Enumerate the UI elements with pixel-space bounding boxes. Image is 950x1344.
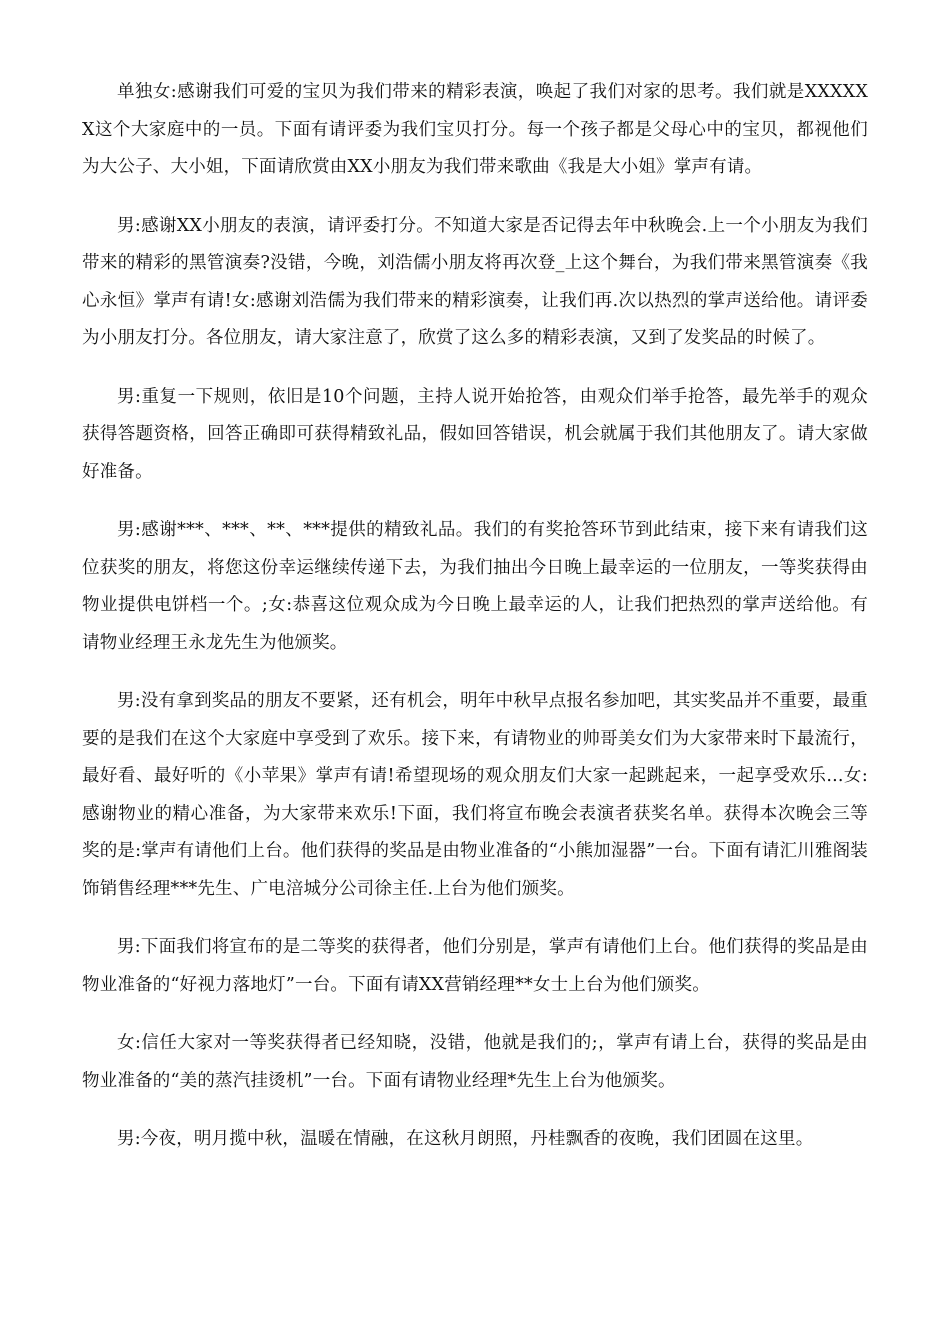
paragraph: 男:重复一下规则，依旧是10个问题，主持人说开始抢答，由观众们举手抢答，最先举手的观众获得答题资格，回答正确即可获得精致礼品，假如回答错误，机会就属于我们其他朋友了。请大家做好准备。	[82, 386, 868, 482]
paragraph: 男:感谢XX小朋友的表演，请评委打分。不知道大家是否记得去年中秋晚会.上一个小朋友为我们带来的精彩的黑管演奏?没错，今晚，刘浩儒小朋友将再次登_上这个舞台，为我们带来黑管演奏《我心永恒》掌声有请!女:感谢刘浩儒为我们带来的精彩演奏，让我们再.次以热烈的掌声送给他。请评委为小朋友打分。各位朋友，请大家注意了，欣赏了这么多的精彩表演，又到了发奖品的时候了。	[82, 215, 868, 348]
paragraph: 单独女:感谢我们可爱的宝贝为我们带来的精彩表演，唤起了我们对家的思考。我们就是XXXXXX这个大家庭中的一员。下面有请评委为我们宝贝打分。每一个孩子都是父母心中的宝贝，都视他们为大公子、大小姐，下面请欣赏由XX小朋友为我们带来歌曲《我是大小姐》掌声有请。	[82, 82, 868, 177]
paragraph: 男:今夜，明月揽中秋，温暖在情融，在这秋月朗照，丹桂飘香的夜晚，我们团圆在这里。	[117, 1129, 814, 1149]
paragraph: 男:没有拿到奖品的朋友不要紧，还有机会，明年中秋早点报名参加吧，其实奖品并不重要，最重要的是我们在这个大家庭中享受到了欢乐。接下来，有请物业的帅哥美女们为大家带来时下最流行，最好看、最好听的《小苹果》掌声有请!希望现场的观众朋友们大家一起跳起来，一起享受欢乐...女:感谢物业的精心准备，为大家带来欢乐!下面，我们将宣布晚会表演者获奖名单。获得本次晚会三等奖的是:掌声有请他们上台。他们获得的奖品是由物业准备的“小熊加湿器”一台。下面有请汇川雅阁装饰销售经理***先生、广电涪城分公司徐主任.上台为他们颁奖。	[82, 691, 868, 899]
document-body	[82, 74, 868, 1180]
paragraph: 男:感谢***、***、**、***提供的精致礼品。我们的有奖抢答环节到此结束，接下来有请我们这位获奖的朋友，将您这份幸运继续传递下去，为我们抽出今日晚上最幸运的一位朋友，一等奖获得由物业提供电饼档一个。;女:恭喜这位观众成为今日晚上最幸运的人，让我们把热烈的掌声送给他。有请物业经理王永龙先生为他颁奖。	[82, 520, 868, 653]
paragraph: 女:信任大家对一等奖获得者已经知晓，没错，他就是我们的;，掌声有请上台，获得的奖品是由物业准备的“美的蒸汽挂烫机”一台。下面有请物业经理*先生上台为他颁奖。	[82, 1033, 868, 1091]
paragraph: 男:下面我们将宣布的是二等奖的获得者，他们分别是，掌声有请他们上台。他们获得的奖品是由物业准备的“好视力落地灯”一台。下面有请XX营销经理**女士上台为他们颁奖。	[82, 937, 868, 995]
